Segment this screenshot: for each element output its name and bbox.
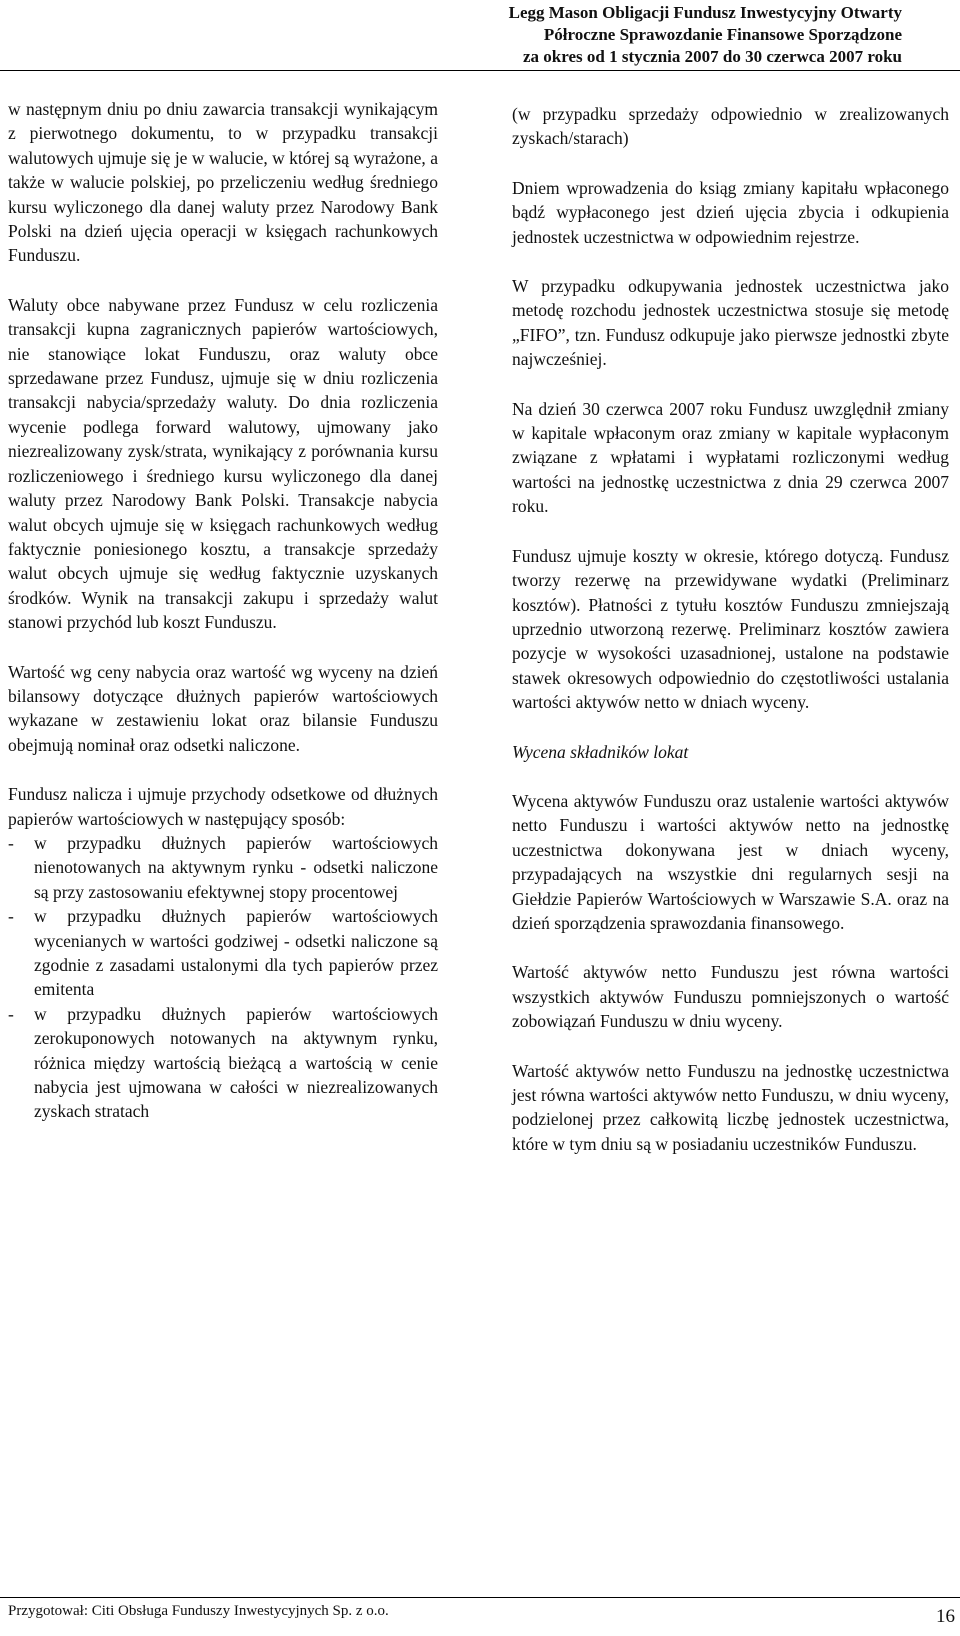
bullet-text: w przypadku dłużnych papierów wartościowych nienotowanych na aktywnym rynku - odsetki naliczone są przy zastosowaniu efektywnej stopy procentowej — [34, 832, 438, 902]
right-paragraph-8: Wartość aktywów netto Funduszu na jednostkę uczestnictwa jest równa wartości aktywów netto Funduszu, w dniu wyceny, podzielonej przez całkowitą liczbę jednostek uczestnictwa, które w tym dniu są w posiadaniu uczestników Funduszu. — [512, 1060, 949, 1154]
left-paragraph-1: w następnym dniu po dniu zawarcia transakcji wynikającym z pierwotnego dokumentu, to w przypadku transakcji walutowych ujmuje się je w walucie, w której są wyrażone, a także w walucie polskiej, po przeliczeniu według średniego kursu wyliczonego dla danej waluty przez Narodowy Bank Polski na dzień ujęcia operacji w księgach rachunkowych Funduszu. — [8, 99, 438, 266]
left-paragraph-4: Fundusz nalicza i ujmuje przychody odsetkowe od dłużnych papierów wartościowych w następujący sposób: — [8, 784, 438, 829]
header-divider — [0, 70, 960, 71]
right-paragraph-5: Fundusz ujmuje koszty w okresie, którego dotyczą. Fundusz tworzy rezerwę na przewidywane wydatki (Preliminarz kosztów). Płatności z tytułu kosztów Funduszu zmniejszają uprzednio utworzoną rezerwę. Preliminarz kosztów zawiera pozycje w wysokości uzasadnionej, ustalone na podstawie stawek okresowych odpowiednio do częstotliwości ustalania wartości aktywów netto w dniach wyceny. — [512, 545, 949, 713]
right-paragraph-6: Wycena aktywów Funduszu oraz ustalenie wartości aktywów netto Funduszu i wartości aktywów netto na jednostkę uczestnictwa dokonywana jest w dniach wyceny, przypadających na wszystkie dni regularnych sesji na Giełdzie Papierów Wartościowych w Warszawie S.A. oraz na dzień sporządzenia sprawozdania finansowego. — [512, 790, 949, 933]
bullet-dash: - — [8, 1003, 14, 1024]
page-number: 16 — [936, 1606, 955, 1627]
section-heading: Wycena składników lokat — [512, 741, 689, 762]
bullet-text: w przypadku dłużnych papierów wartościowych wycenianych w wartości godziwej - odsetki naliczone są zgodnie z zasadami ustalonymi dla tych papierów przez emitenta — [34, 906, 438, 1000]
left-paragraph-3: Wartość wg ceny nabycia oraz wartość wg wyceny na dzień bilansowy dotyczące dłużnych papierów wartościowych wykazane w zestawieniu lokat oraz bilansie Funduszu obejmują nominał oraz odsetki naliczone. — [8, 661, 438, 755]
bullet-dash: - — [8, 832, 14, 853]
bullet-item-3 — [8, 1002, 438, 1124]
bullet-item-1 — [8, 831, 438, 904]
right-paragraph-3: W przypadku odkupywania jednostek uczestnictwa jako metodę rozchodu jednostek uczestnictwa stosuje się metodę „FIFO”, tzn. Fundusz odkupuje jako pierwsze jednostki zbyte najwcześniej. — [512, 276, 949, 370]
bullet-text: w przypadku dłużnych papierów wartościowych zerokuponowych notowanych na aktywnym rynku, różnica między wartością bieżącą a wartością w cenie nabycia jest ujmowana w całości w niezrealizowanych zyskach stratach — [34, 1003, 438, 1122]
header-period: za okres od 1 stycznia 2007 do 30 czerwca 2007 roku — [522, 47, 902, 66]
footer-prepared-by: Przygotował: Citi Obsługa Funduszy Inwestycyjnych Sp. z o.o. — [8, 1603, 389, 1619]
bullet-item-2 — [8, 904, 438, 1002]
header-report-title: Półroczne Sprawozdanie Finansowe Sporządzone — [543, 25, 902, 44]
footer-divider — [0, 1597, 960, 1598]
document-header — [509, 2, 902, 68]
right-column — [512, 102, 949, 1181]
left-column — [8, 97, 438, 1124]
right-paragraph-4: Na dzień 30 czerwca 2007 roku Fundusz uwzględnił zmiany w kapitale wpłaconym oraz zmiany w kapitale wypłaconym związane z wpłatami i wypłatami rozliczonymi według wartości na jednostkę uczestnictwa z dnia 29 czerwca 2007 roku. — [512, 398, 949, 517]
right-paragraph-7: Wartość aktywów netto Funduszu jest równa wartości wszystkich aktywów Funduszu pomniejszonych o wartość zobowiązań Funduszu w dniu wyceny. — [512, 962, 949, 1032]
left-paragraph-2: Waluty obce nabywane przez Fundusz w celu rozliczenia transakcji kupna zagranicznych papierów wartościowych, nie stanowiące lokat Funduszu, oraz waluty obce sprzedawane przez Fundusz, ujmuje się w dniu rozliczenia transakcji nabycia/sprzedaży waluty. Do dnia rozliczenia wycenie podlega forward walutowy, ujmowany jako niezrealizowany zysk/strata, wynikający z porównania kursu rozliczeniowego i średniego kursu wyliczonego dla danej waluty przez Narodowy Bank Polski. Transakcje nabycia walut obcych ujmuje się w księgach rachunkowych według faktycznie poniesionego kosztu, a transakcje sprzedaży walut obcych ujmuje się według faktycznie uzyskanych środków. Wynik na transakcji zakupu i sprzedaży walut stanowi przychód lub koszt Funduszu. — [8, 294, 438, 633]
header-fund-name: Legg Mason Obligacji Fundusz Inwestycyjny Otwarty — [508, 3, 902, 22]
right-paragraph-1: (w przypadku sprzedaży odpowiednio w zrealizowanych zyskach/starach) — [512, 104, 949, 149]
right-paragraph-2: Dniem wprowadzenia do ksiąg zmiany kapitału wpłaconego bądź wypłaconego jest dzień ujęcia zbycia i odkupienia jednostek uczestnictwa w odpowiednim rejestrze. — [512, 177, 949, 247]
bullet-dash: - — [8, 906, 14, 927]
